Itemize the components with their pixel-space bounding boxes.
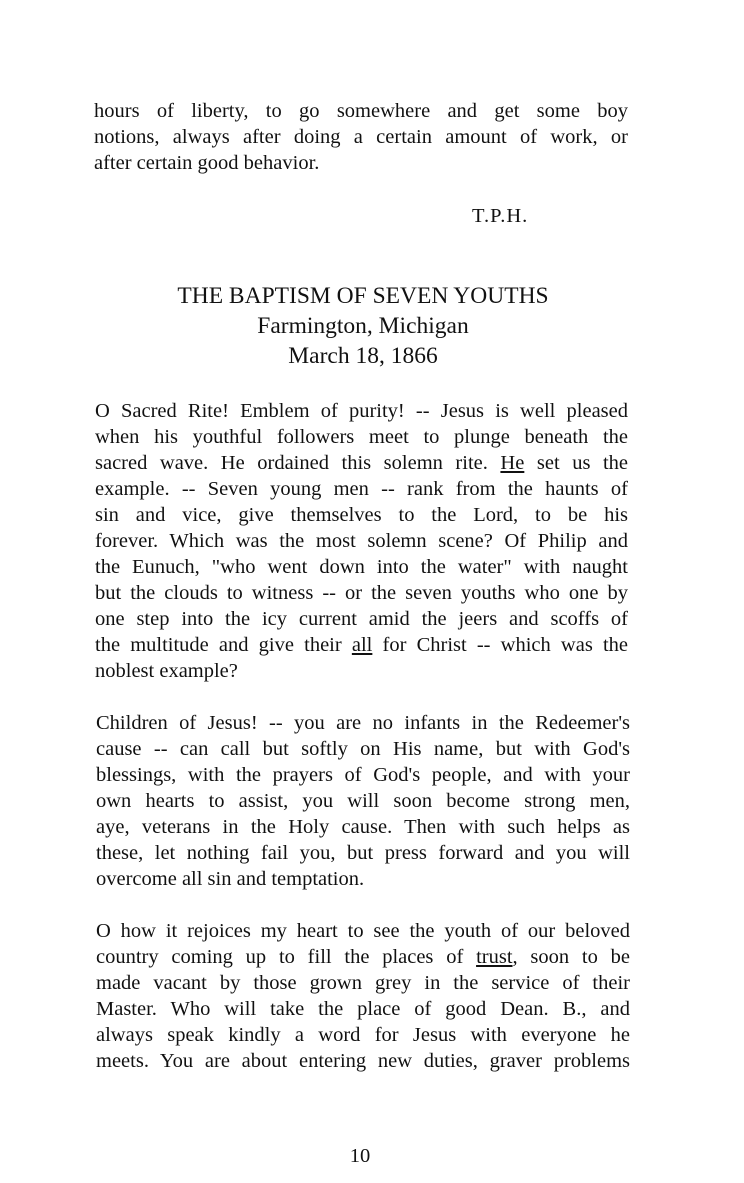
author-initials: T.P.H. [472, 205, 529, 227]
text-line: forever. Which was the most solemn scene? Of Philip and [95, 530, 628, 552]
text-line: O Sacred Rite! Emblem of purity! -- Jesus is well pleased [95, 400, 628, 422]
underlined-word: all [351, 634, 373, 656]
text-line [96, 944, 630, 970]
text-line: overcome all sin and temptation. [96, 868, 365, 890]
text-segment: the multitude and give their [95, 634, 342, 656]
text-line: cause -- can call but softly on His name, but with God's [96, 738, 630, 760]
text-line: after certain good behavior. [94, 152, 320, 174]
text-line: always speak kindly a word for Jesus with everyone he [96, 1024, 630, 1046]
text-segment: for Christ -- which was the [382, 634, 628, 656]
text-line: own hearts to assist, you will soon become strong men, [96, 790, 630, 812]
text-line: noblest example? [95, 660, 238, 682]
text-segment: country coming up to fill the places of [96, 946, 464, 968]
text-line: blessings, with the prayers of God's people, and with your [96, 764, 630, 786]
text-line: the Eunuch, "who went down into the water" with naught [95, 556, 628, 578]
paragraph-rejoices [96, 918, 630, 1074]
text-line: these, let nothing fail you, but press forward and you will [96, 842, 630, 864]
section-date: March 18, 1866 [288, 343, 438, 369]
text-line: Master. Who will take the place of good Dean. B., and [96, 998, 630, 1020]
text-line: aye, veterans in the Holy cause. Then with such helps as [96, 816, 630, 838]
text-segment: , soon to be [512, 946, 631, 968]
text-line [95, 450, 628, 476]
underlined-word: He [500, 452, 525, 474]
paragraph-sacred-rite [95, 398, 628, 684]
text-line: Children of Jesus! -- you are no infants in the Redeemer's [96, 712, 630, 734]
continued-paragraph [94, 98, 628, 176]
text-line: notions, always after doing a certain amount of work, or [94, 126, 628, 148]
text-line: when his youthful followers meet to plunge beneath the [95, 426, 628, 448]
text-line [95, 632, 628, 658]
text-segment-group [476, 946, 630, 968]
text-segment: set us the [536, 452, 629, 474]
text-line: hours of liberty, to go somewhere and get some boy [94, 100, 628, 122]
text-line: O how it rejoices my heart to see the youth of our beloved [96, 920, 630, 942]
text-line: made vacant by those grown grey in the service of their [96, 972, 630, 994]
underlined-word: trust [476, 946, 513, 968]
section-place: Farmington, Michigan [257, 313, 469, 339]
text-line: one step into the icy current amid the jeers and scoffs of [95, 608, 628, 630]
text-segment: sacred wave. He ordained this solemn rite. [95, 452, 488, 474]
text-line: but the clouds to witness -- or the seven youths who one by [95, 582, 628, 604]
paragraph-children-of-jesus [96, 710, 630, 892]
text-line: meets. You are about entering new duties, graver problems [96, 1050, 630, 1072]
section-heading [94, 281, 632, 371]
section-title: THE BAPTISM OF SEVEN YOUTHS [177, 283, 549, 309]
text-line: sin and vice, give themselves to the Lord, to be his [95, 504, 628, 526]
text-line: example. -- Seven young men -- rank from the haunts of [95, 478, 628, 500]
page-number: 10 [349, 1145, 371, 1167]
